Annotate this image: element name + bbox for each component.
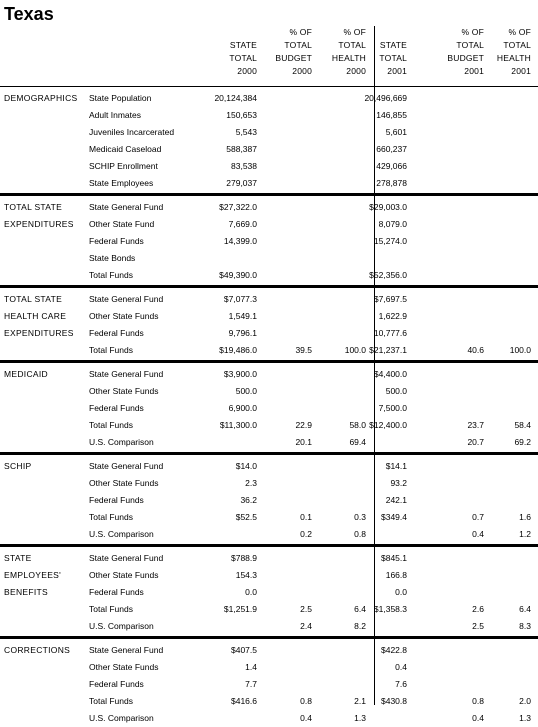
section-label: BENEFITS [4,587,48,597]
value-cell: 6,900.0 [228,403,257,413]
section-divider [0,193,538,196]
table-row [0,158,538,175]
table-row [0,693,538,710]
row-label: Other State Funds [89,386,159,396]
value-cell: $7,697.5 [373,294,407,304]
value-cell: $845.1 [381,553,407,563]
row-label: Federal Funds [89,328,144,338]
value-cell: $4,400.0 [373,369,407,379]
value-cell: 7,669.0 [228,219,257,229]
table-row [0,676,538,693]
value-cell: 0.8 [300,696,312,706]
table-row [0,550,538,567]
row-label: SCHIP Enrollment [89,161,158,171]
row-label: State Population [89,93,152,103]
table-row [0,584,538,601]
value-cell: 1.2 [519,529,531,539]
table-row [0,233,538,250]
section-label: STATE [4,553,32,563]
table-row [0,434,538,451]
row-label: Federal Funds [89,403,144,413]
header-pct-budget-2001: % OF TOTAL BUDGET 2001 [447,27,484,76]
value-cell: 2.4 [300,621,312,631]
value-cell: $19,486.0 [219,345,257,355]
value-cell: 8.2 [354,621,366,631]
header-rule [0,86,538,87]
row-label: Other State Funds [89,311,159,321]
row-label: Juveniles Incarcerated [89,127,175,137]
value-cell: $407.5 [231,645,257,655]
table-row [0,107,538,124]
row-label: Other State Funds [89,570,159,580]
value-cell: 0.8 [354,529,366,539]
value-cell: 8.3 [519,621,531,631]
value-cell: 58.4 [514,420,531,430]
value-cell: 0.0 [245,587,257,597]
table-row [0,567,538,584]
row-label: Federal Funds [89,236,144,246]
row-label: State General Fund [89,369,164,379]
value-cell: 8,079.0 [378,219,407,229]
value-cell: 1.3 [519,713,531,723]
row-label: U.S. Comparison [89,529,154,539]
value-cell: 0.0 [395,587,407,597]
table-row [0,308,538,325]
table-row [0,267,538,284]
section-label: SCHIP [4,461,32,471]
value-cell: $430.8 [381,696,407,706]
section-divider [0,544,538,547]
value-cell: $52,356.0 [369,270,407,280]
table-row [0,141,538,158]
value-cell: 7.6 [395,679,407,689]
value-cell: 0.1 [300,512,312,522]
value-cell: $49,390.0 [219,270,257,280]
value-cell: $11,300.0 [219,420,257,430]
value-cell: 660,237 [376,144,407,154]
row-label: State General Fund [89,294,164,304]
value-cell: $29,003.0 [369,202,407,212]
header-state-total-2001: STATE TOTAL 2001 [379,40,407,76]
value-cell: 10,777.6 [373,328,407,338]
value-cell: $349.4 [381,512,407,522]
value-cell: 242.1 [385,495,407,505]
row-label: Total Funds [89,420,133,430]
header-state-total-2000: STATE TOTAL 2000 [229,40,257,76]
value-cell: 146,855 [376,110,407,120]
table-row [0,526,538,543]
header-pct-health-2001: % OF TOTAL HEALTH 2001 [496,27,531,76]
value-cell: 83,538 [231,161,257,171]
section-label: EMPLOYEES' [4,570,62,580]
table-row [0,325,538,342]
row-label: Federal Funds [89,587,144,597]
value-cell: 1,549.1 [228,311,257,321]
value-cell: 9,796.1 [228,328,257,338]
table-row [0,366,538,383]
value-cell: 58.0 [349,420,366,430]
value-cell: 0.4 [472,529,484,539]
value-cell: 1.4 [245,662,257,672]
row-label: State General Fund [89,461,164,471]
header-pct-budget-2000: % OF TOTAL BUDGET 2000 [275,27,312,76]
value-cell: $3,900.0 [223,369,257,379]
row-label: Total Funds [89,270,133,280]
value-cell: 20.7 [467,437,484,447]
section-label: DEMOGRAPHICS [4,93,78,103]
table-row [0,199,538,216]
value-cell: 1.3 [354,713,366,723]
row-label: Federal Funds [89,495,144,505]
table-row [0,601,538,618]
row-label: State Employees [89,178,154,188]
value-cell: 2.6 [472,604,484,614]
value-cell: 100.0 [509,345,531,355]
table-row [0,642,538,659]
row-label: State General Fund [89,553,164,563]
value-cell: 6.4 [519,604,531,614]
table-row [0,90,538,107]
value-cell: 278,878 [376,178,407,188]
section-label: HEALTH CARE [4,311,67,321]
value-cell: 40.6 [467,345,484,355]
value-cell: $7,077.3 [223,294,257,304]
value-cell: 0.8 [472,696,484,706]
value-cell: 39.5 [295,345,312,355]
value-cell: 69.4 [349,437,366,447]
value-cell: 5,601 [385,127,407,137]
value-cell: 588,387 [226,144,257,154]
value-cell: 2.0 [519,696,531,706]
row-label: U.S. Comparison [89,437,154,447]
table-row [0,659,538,676]
value-cell: 100.0 [344,345,366,355]
value-cell: 0.3 [354,512,366,522]
row-label: Other State Funds [89,662,159,672]
value-cell: $27,322.0 [219,202,257,212]
row-label: State Bonds [89,253,136,263]
value-cell: 0.4 [300,713,312,723]
section-divider [0,285,538,288]
row-label: Total Funds [89,512,133,522]
row-label: Total Funds [89,604,133,614]
row-label: Federal Funds [89,679,144,689]
section-label: CORRECTIONS [4,645,71,655]
value-cell: 20.1 [295,437,312,447]
table-row [0,475,538,492]
value-cell: $1,251.9 [223,604,257,614]
value-cell: $788.9 [231,553,257,563]
value-cell: 2.1 [354,696,366,706]
row-label: Total Funds [89,696,133,706]
row-label: Total Funds [89,345,133,355]
table-row [0,175,538,192]
value-cell: 0.2 [300,529,312,539]
value-cell: 154.3 [235,570,257,580]
value-cell: 429,066 [376,161,407,171]
value-cell: 7,500.0 [378,403,407,413]
section-label: MEDICAID [4,369,48,379]
value-cell: 23.7 [467,420,484,430]
table-row [0,216,538,233]
section-divider [0,636,538,639]
section-label: EXPENDITURES [4,219,74,229]
value-cell: 15,274.0 [373,236,407,246]
row-label: Adult Inmates [89,110,141,120]
table-row [0,710,538,727]
section-label: TOTAL STATE [4,202,63,212]
table-row [0,492,538,509]
row-label: U.S. Comparison [89,621,154,631]
value-cell: 20,496,669 [364,93,407,103]
value-cell: $21,237.1 [369,345,407,355]
value-cell: 2.5 [300,604,312,614]
table-row [0,342,538,359]
table-row [0,383,538,400]
row-label: Other State Funds [89,478,159,488]
value-cell: 0.4 [472,713,484,723]
value-cell: 7.7 [245,679,257,689]
table-row [0,458,538,475]
value-cell: 6.4 [354,604,366,614]
table-row [0,250,538,267]
value-cell: 22.9 [295,420,312,430]
value-cell: 20,124,384 [214,93,257,103]
value-cell: 166.8 [385,570,407,580]
value-cell: 14,399.0 [223,236,257,246]
value-cell: $14.0 [235,461,257,471]
value-cell: 36.2 [240,495,257,505]
section-label: EXPENDITURES [4,328,74,338]
section-divider [0,452,538,455]
table-row [0,509,538,526]
table-row [0,291,538,308]
value-cell: 500.0 [385,386,407,396]
value-cell: 69.2 [514,437,531,447]
value-cell: 500.0 [235,386,257,396]
table-row [0,400,538,417]
value-cell: 279,037 [226,178,257,188]
header-pct-health-2000: % OF TOTAL HEALTH 2000 [331,27,366,76]
page-title: Texas [4,4,54,24]
row-label: State General Fund [89,645,164,655]
value-cell: $52.5 [235,512,257,522]
value-cell: $1,358.3 [373,604,407,614]
table-row [0,618,538,635]
row-label: U.S. Comparison [89,713,154,723]
row-label: Medicaid Caseload [89,144,162,154]
value-cell: $416.6 [231,696,257,706]
value-cell: 93.2 [390,478,407,488]
value-cell: 1.6 [519,512,531,522]
value-cell: $422.8 [381,645,407,655]
value-cell: 0.4 [395,662,407,672]
section-divider [0,360,538,363]
value-cell: $12,400.0 [369,420,407,430]
row-label: State General Fund [89,202,164,212]
value-cell: 2.3 [245,478,257,488]
value-cell: 1,622.9 [378,311,407,321]
value-cell: $14.1 [385,461,407,471]
value-cell: 2.5 [472,621,484,631]
row-label: Other State Fund [89,219,155,229]
value-cell: 5,543 [235,127,257,137]
table-row [0,124,538,141]
value-cell: 0.7 [472,512,484,522]
table-row [0,417,538,434]
value-cell: 150,653 [226,110,257,120]
section-label: TOTAL STATE [4,294,63,304]
